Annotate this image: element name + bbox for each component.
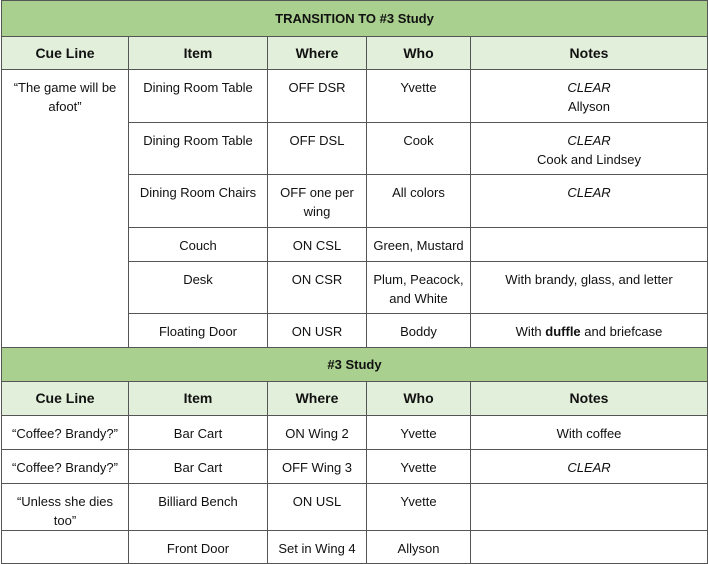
item-cell: Bar Cart [129, 450, 268, 484]
item-cell: Dining Room Table [129, 70, 268, 123]
where-cell: ON USR [268, 314, 367, 348]
notes-cell [471, 416, 708, 450]
column-header-row [2, 37, 708, 70]
item-cell: Dining Room Table [129, 123, 268, 175]
who-cell: Plum, Peacock, and White [367, 262, 471, 314]
table-row [2, 484, 708, 531]
item-cell: Couch [129, 228, 268, 262]
note-text: Cook and Lindsey [536, 152, 642, 167]
who-cell: Yvette [367, 416, 471, 450]
who-cell: Yvette [367, 484, 471, 531]
notes-cell [471, 450, 708, 484]
where-cell: ON Wing 2 [268, 416, 367, 450]
item-cell: Floating Door [129, 314, 268, 348]
column-header: Item [129, 382, 268, 416]
clear-note: CLEAR [567, 80, 611, 95]
table-row [2, 450, 708, 484]
where-cell: OFF Wing 3 [268, 450, 367, 484]
item-cell: Desk [129, 262, 268, 314]
note-text: With [515, 324, 546, 339]
notes-cell [471, 484, 708, 531]
section-title: #3 Study [2, 348, 708, 382]
where-cell: Set in Wing 4 [268, 531, 367, 564]
who-cell: Green, Mustard [367, 228, 471, 262]
item-cell: Dining Room Chairs [129, 175, 268, 228]
cue-line-cell: “Coffee? Brandy?” [2, 450, 129, 484]
clear-note: CLEAR [567, 460, 611, 475]
where-cell: ON USL [268, 484, 367, 531]
note-bold-text: duffle [545, 324, 581, 339]
notes-cell [471, 123, 708, 175]
column-header: Item [129, 37, 268, 70]
column-header: Cue Line [2, 382, 129, 416]
clear-note: CLEAR [567, 185, 611, 200]
column-header-row [2, 382, 708, 416]
notes-cell [471, 175, 708, 228]
where-cell: ON CSL [268, 228, 367, 262]
table-row [2, 416, 708, 450]
section-title: TRANSITION TO #3 Study [2, 1, 708, 37]
where-cell: ON CSR [268, 262, 367, 314]
column-header: Cue Line [2, 37, 129, 70]
table-row [2, 531, 708, 564]
who-cell: All colors [367, 175, 471, 228]
column-header: Who [367, 382, 471, 416]
who-cell: Yvette [367, 70, 471, 123]
notes-cell [471, 70, 708, 123]
notes-cell [471, 228, 708, 262]
item-cell: Billiard Bench [129, 484, 268, 531]
table-row [2, 70, 708, 123]
cue-line-cell: “The game will be afoot” [2, 70, 129, 348]
item-cell: Bar Cart [129, 416, 268, 450]
who-cell: Cook [367, 123, 471, 175]
where-cell: OFF DSL [268, 123, 367, 175]
cue-line-cell [2, 531, 129, 564]
notes-cell [471, 262, 708, 314]
cue-line-cell: “Coffee? Brandy?” [2, 416, 129, 450]
cue-sheet-table [1, 0, 708, 564]
note-text: Allyson [568, 99, 610, 114]
cue-line-cell: “Unless she dies too” [2, 484, 129, 531]
note-text: With brandy, glass, and letter [505, 272, 673, 287]
notes-cell [471, 531, 708, 564]
section-header-transition [2, 1, 708, 37]
where-cell: OFF one per wing [268, 175, 367, 228]
section-header-study [2, 348, 708, 382]
notes-cell [471, 314, 708, 348]
clear-note: CLEAR [567, 133, 611, 148]
who-cell: Boddy [367, 314, 471, 348]
column-header: Notes [471, 37, 708, 70]
who-cell: Yvette [367, 450, 471, 484]
column-header: Notes [471, 382, 708, 416]
column-header: Where [268, 382, 367, 416]
who-cell: Allyson [367, 531, 471, 564]
note-text: and briefcase [580, 324, 663, 339]
note-text: With coffee [556, 426, 622, 441]
column-header: Where [268, 37, 367, 70]
column-header: Who [367, 37, 471, 70]
where-cell: OFF DSR [268, 70, 367, 123]
item-cell: Front Door [129, 531, 268, 564]
